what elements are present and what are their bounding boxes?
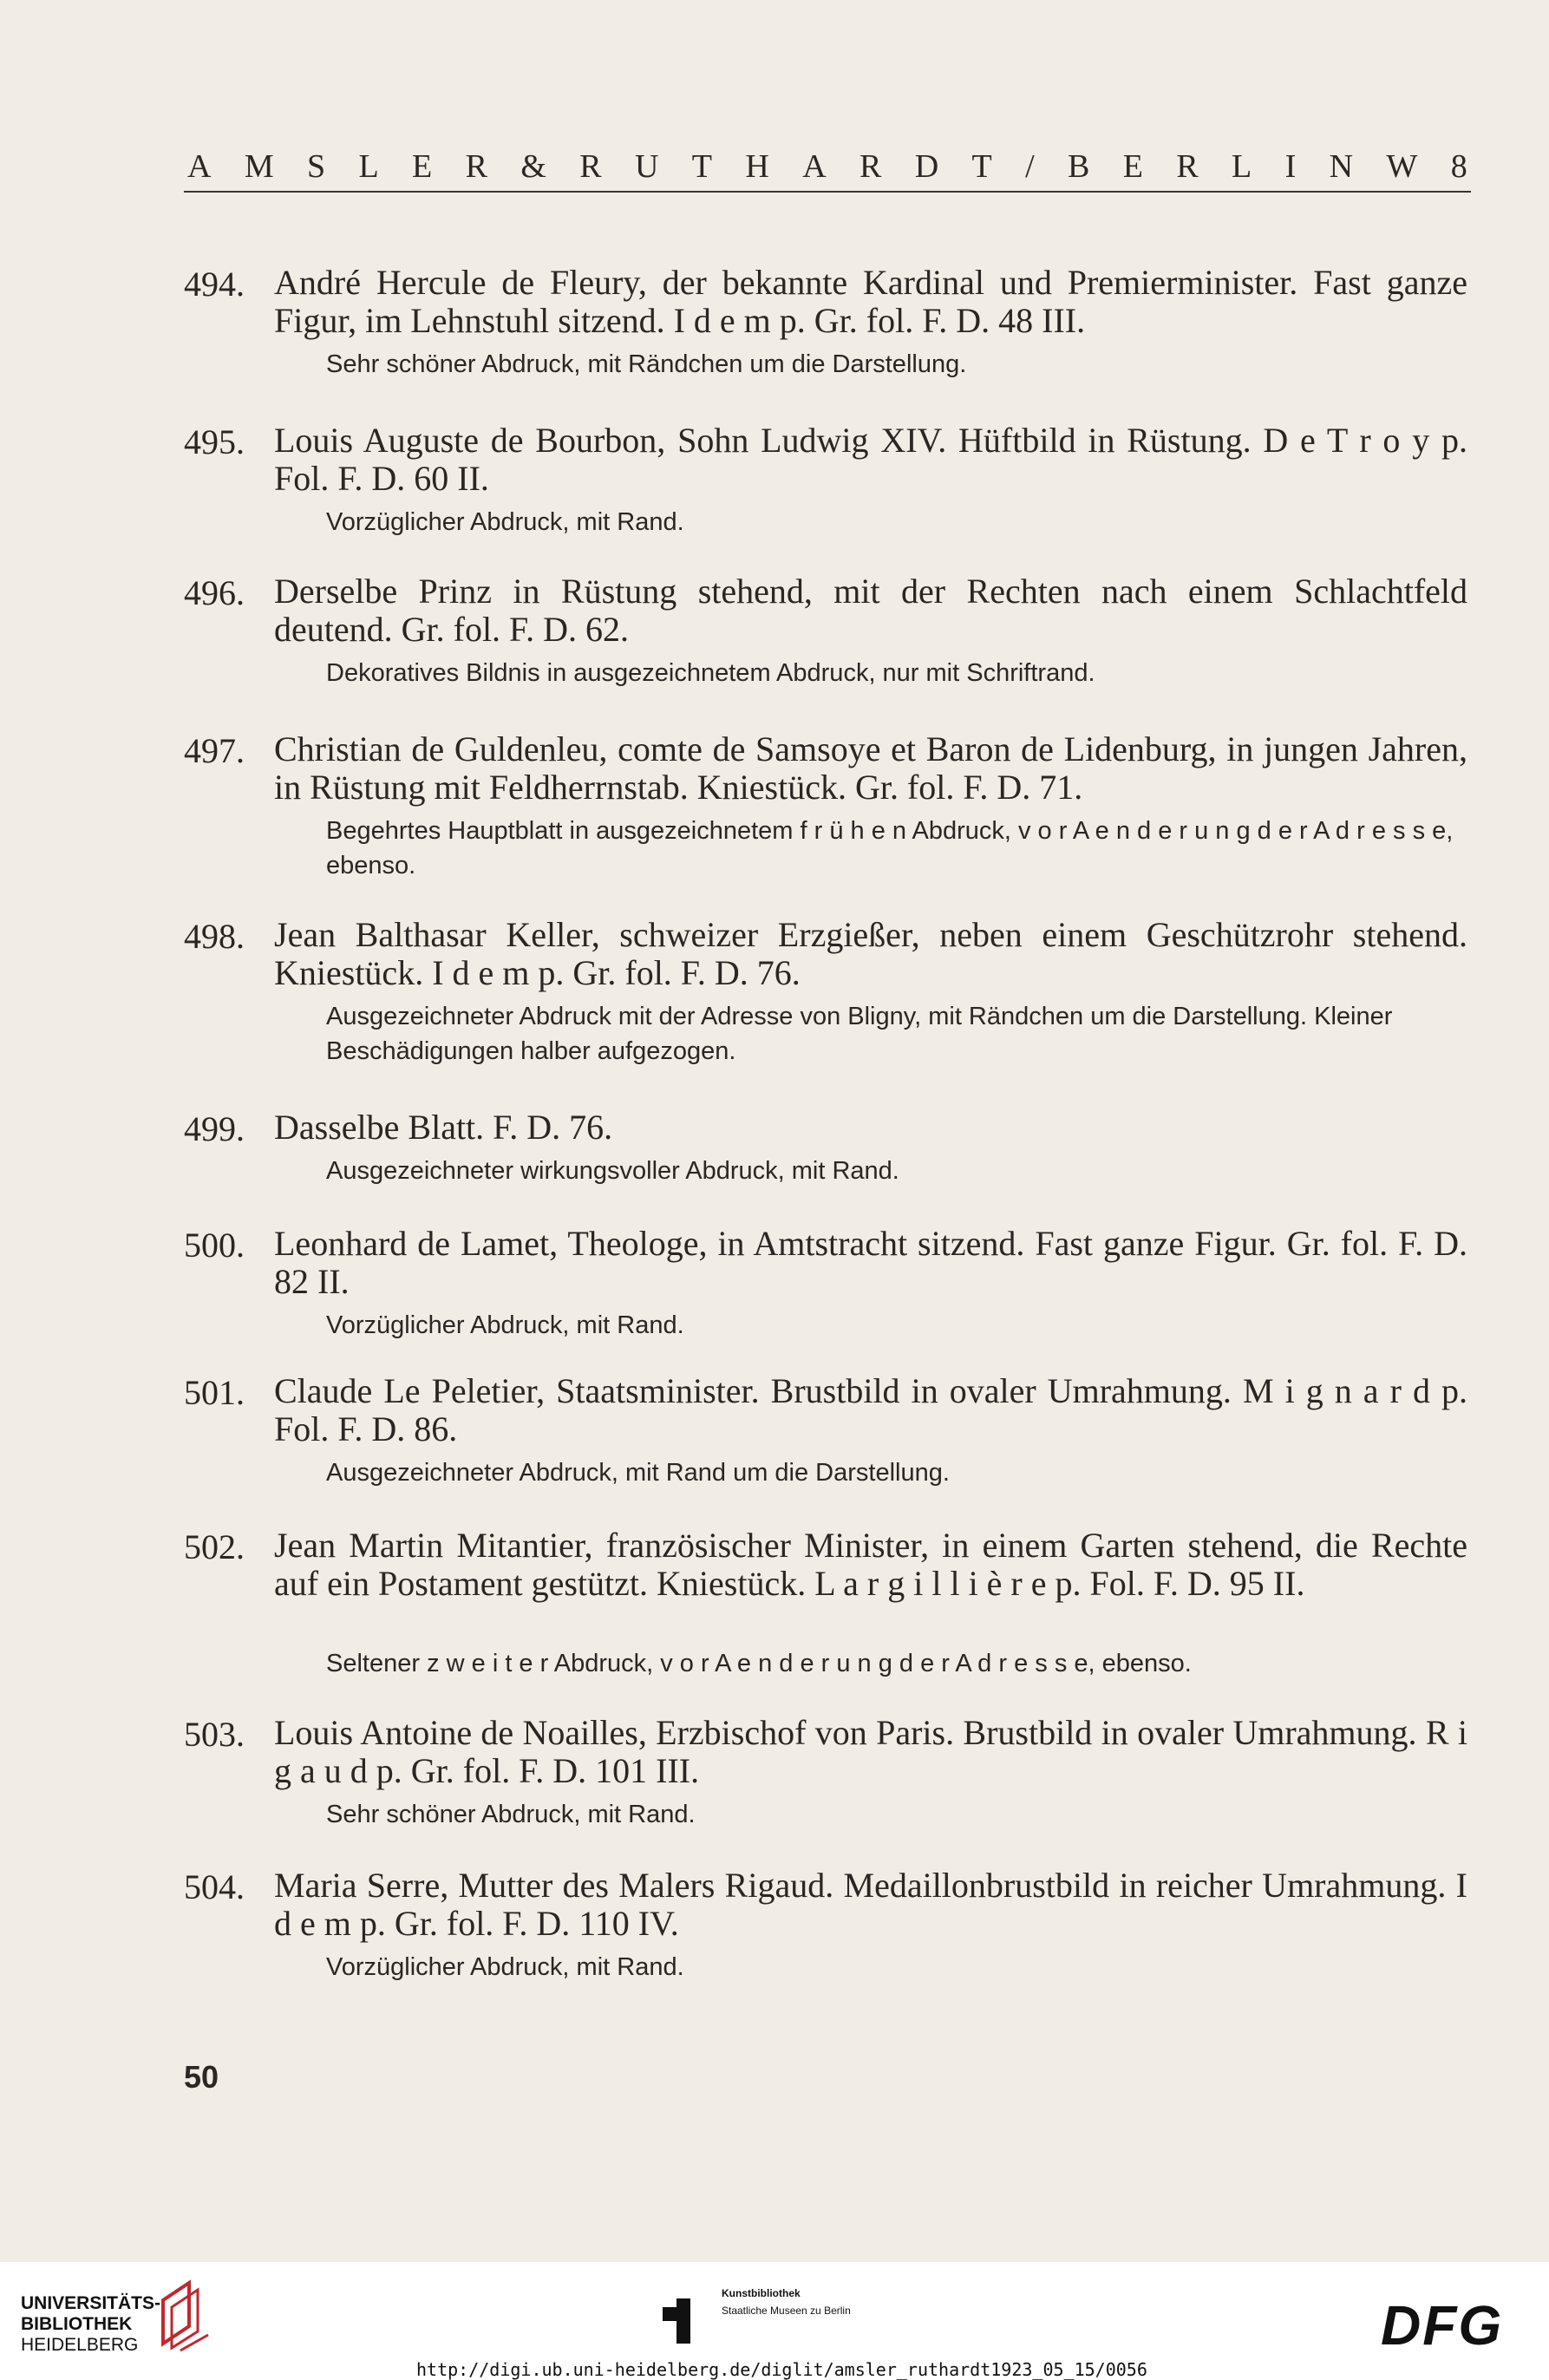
entry-description: André Hercule de Fleury, der bekannte Kardinal und Premierminister. Fast ganze Figur, im Lehnstuhl sitzend. I d e m p. Gr. fol. F. D. 48 III.	[274, 263, 1467, 340]
entry-number: 501.	[184, 1373, 245, 1412]
header-letter: R	[859, 148, 884, 185]
header-letter: A	[187, 148, 213, 185]
header-letter: 8	[1450, 148, 1469, 185]
entry-number: 494.	[184, 265, 245, 304]
entry-description: Leonhard de Lamet, Theologe, in Amtstracht sitzend. Fast ganze Figur. Gr. fol. F. D. 82 II.	[274, 1224, 1467, 1301]
entry-note: Ausgezeichneter wirkungsvoller Abdruck, mit Rand.	[326, 1157, 899, 1185]
entry-number: 503.	[184, 1715, 245, 1754]
entry-number: 497.	[184, 731, 245, 770]
header-letter: /	[1025, 148, 1036, 185]
kb-subtitle: Staatliche Museen zu Berlin	[722, 2305, 851, 2317]
header-letter: R	[579, 148, 604, 185]
entry-number: 499.	[184, 1109, 245, 1148]
entry-note: Vorzüglicher Abdruck, mit Rand.	[326, 1311, 684, 1339]
entry-description: Dasselbe Blatt. F. D. 76.	[274, 1108, 613, 1147]
entry-description: Jean Martin Mitantier, französischer Minister, in einem Garten stehend, die Rechte auf ein Postament gestützt. Kniestück. L a r g i l l i è r e p. Fol. F. D. 95 II.	[274, 1526, 1467, 1603]
kb-name: Kunstbibliothek	[722, 2287, 801, 2299]
entry-number: 504.	[184, 1867, 245, 1906]
running-header	[187, 147, 1469, 186]
header-letter: M	[244, 148, 276, 185]
header-letter: I	[1284, 148, 1298, 185]
entry-description: Louis Antoine de Noailles, Erzbischof von Paris. Brustbild in ovaler Umrahmung. R i g a u d p. Gr. fol. F. D. 101 III.	[274, 1713, 1467, 1790]
entry-description: Jean Balthasar Keller, schweizer Erzgießer, neben einem Geschützrohr stehend. Kniestück. I d e m p. Gr. fol. F. D. 76.	[274, 915, 1467, 992]
entry-description: Christian de Guldenleu, comte de Samsoye et Baron de Lidenburg, in jungen Jahren, in Rüstung mit Feldherrnstab. Kniestück. Gr. fol. F. D. 71.	[274, 729, 1467, 807]
header-letter: W	[1386, 148, 1420, 185]
entry-description: Louis Auguste de Bourbon, Sohn Ludwig XIV. Hüftbild in Rüstung. D e T r o y p. Fol. F. D. 60 II.	[274, 421, 1467, 498]
entry-note: Seltener z w e i t e r Abdruck, v o r A e n d e r u n g d e r A d r e s s e, ebenso.	[326, 1650, 1192, 1677]
entry-number: 502.	[184, 1527, 245, 1566]
entry-note: Sehr schöner Abdruck, mit Rand.	[326, 1801, 696, 1828]
header-letter: A	[802, 148, 828, 185]
dfg-logo[interactable]: DFG	[1381, 2294, 1504, 2357]
header-letter: D	[914, 148, 941, 185]
entry-description: Derselbe Prinz in Rüstung stehend, mit der Rechten nach einem Schlachtfeld deutend. Gr. fol. F. D. 62.	[274, 572, 1467, 649]
entry-description: Maria Serre, Mutter des Malers Rigaud. Medaillonbrustbild in reicher Umrahmung. I d e m p. Gr. fol. F. D. 110 IV.	[274, 1866, 1467, 1943]
header-letter: L	[1232, 148, 1254, 185]
header-letter: B	[1068, 148, 1092, 185]
header-letter: H	[745, 148, 771, 185]
library-name-line3: HEIDELBERG	[21, 2335, 139, 2355]
entry-number: 498.	[184, 917, 245, 956]
library-name-line2: BIBLIOTHEK	[21, 2314, 133, 2334]
header-letter: U	[634, 148, 661, 185]
library-emblem-icon	[154, 2274, 215, 2352]
header-letter: S	[306, 148, 328, 185]
entry-number: 500.	[184, 1226, 245, 1265]
entry-description: Claude Le Peletier, Staatsminister. Brustbild in ovaler Umrahmung. M i g n a r d p. Fol. F. D. 86.	[274, 1371, 1467, 1448]
header-letter: T	[691, 148, 715, 185]
library-name-line1: UNIVERSITÄTS-	[21, 2293, 161, 2313]
university-library-logo[interactable]	[21, 2293, 160, 2356]
header-letter: &	[520, 148, 548, 185]
entry-note: Dekoratives Bildnis in ausgezeichnetem Abdruck, nur mit Schriftrand.	[326, 659, 1095, 687]
entry-note: Ausgezeichneter Abdruck, mit Rand um die Darstellung.	[326, 1459, 950, 1487]
entry-number: 496.	[184, 573, 245, 612]
source-url-link[interactable]: http://digi.ub.uni-heidelberg.de/diglit/amsler_ruthardt1923_05_15/0056	[416, 2359, 1147, 2380]
header-letter: E	[412, 148, 435, 185]
header-rule	[184, 191, 1471, 193]
entry-note: Begehrtes Hauptblatt in ausgezeichnetem f r ü h e n Abdruck, v o r A e n d e r u n g d e r A d r e s s e, ebenso.	[326, 817, 1454, 879]
entry-note: Sehr schöner Abdruck, mit Rändchen um die Darstellung.	[326, 350, 967, 378]
entry-note: Vorzüglicher Abdruck, mit Rand.	[326, 1953, 684, 1981]
header-letter: R	[465, 148, 489, 185]
entry-note: Ausgezeichneter Abdruck mit der Adresse von Bligny, mit Rändchen um die Darstellung. Kleiner Beschädigungen halber aufgezogen.	[326, 1003, 1393, 1065]
header-letter: N	[1329, 148, 1356, 185]
header-letter: E	[1122, 148, 1145, 185]
kunstbibliothek-logo[interactable]	[722, 2285, 851, 2319]
digitization-footer	[0, 2262, 1549, 2380]
header-letter: R	[1176, 148, 1200, 185]
page-number: 50	[184, 2059, 219, 2095]
kunstbibliothek-emblem-icon	[659, 2295, 711, 2347]
header-letter: L	[358, 148, 381, 185]
entry-number: 495.	[184, 422, 245, 461]
header-letter: T	[971, 148, 994, 185]
entry-note: Vorzüglicher Abdruck, mit Rand.	[326, 508, 684, 536]
